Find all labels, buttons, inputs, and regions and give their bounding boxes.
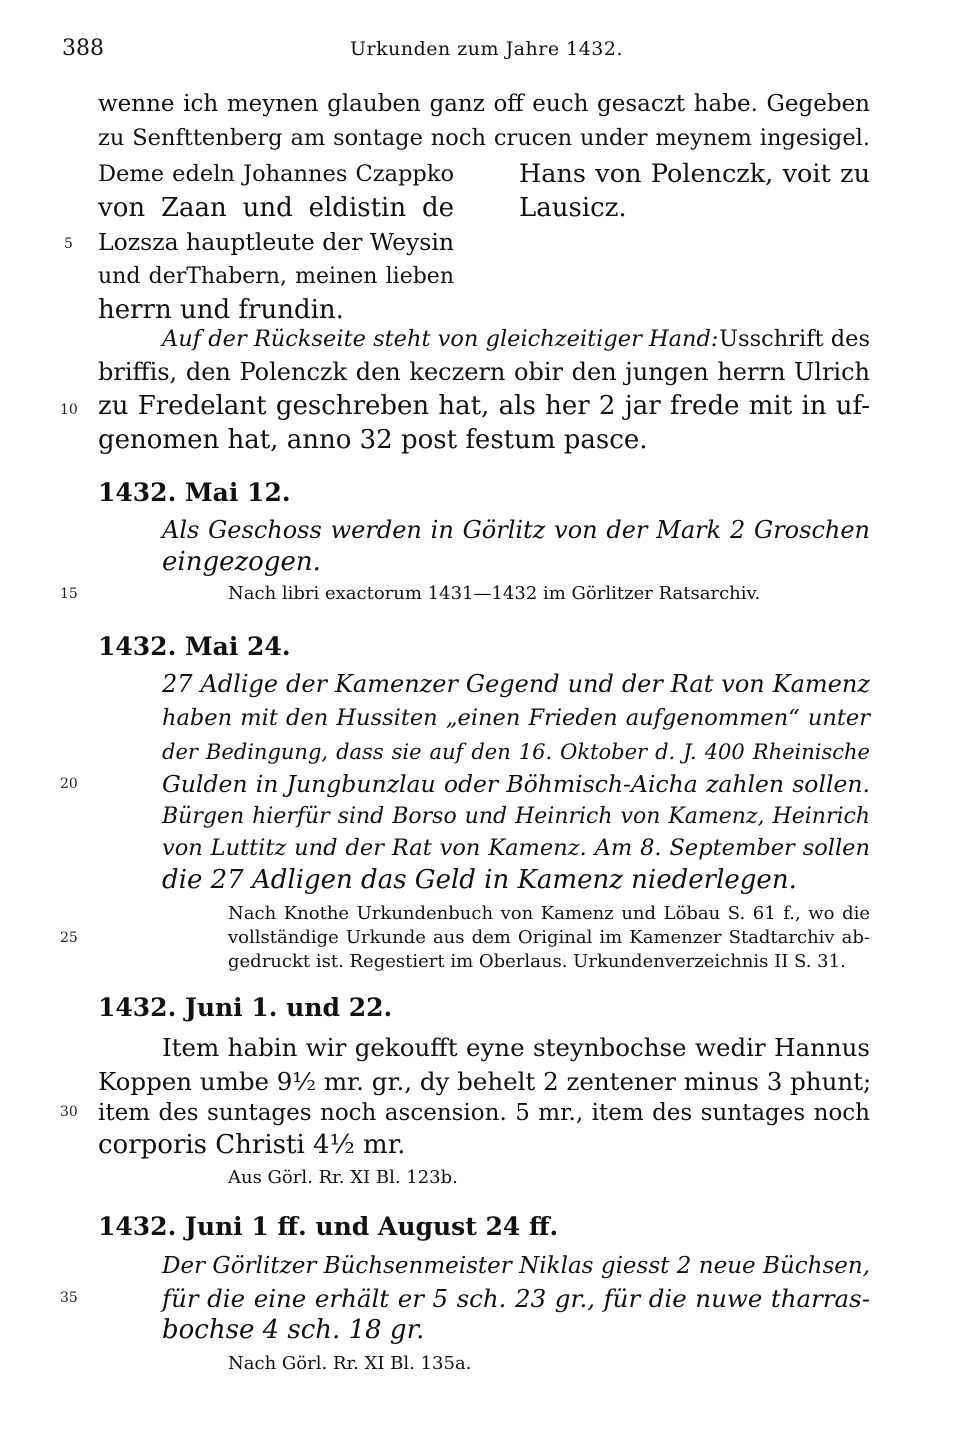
entry-source-line: gedruckt ist. Regestiert im Oberlaus. Urkundenverzeichnis II S. 31.	[228, 951, 846, 972]
text-line: corporis Christi 4½ mr.	[98, 1130, 406, 1160]
line-number: 20	[60, 776, 78, 792]
line-number: 10	[60, 402, 78, 418]
verso-note-lead: Auf der Rückseite steht von gleichzeitiger Hand:	[162, 326, 719, 352]
address-left-line: Lozsza hauptleute der Weysin	[98, 228, 454, 256]
line-number: 35	[60, 1290, 78, 1306]
entry-summary-line: von Luttitz und der Rat von Kamenz. Am 8. September sollen	[162, 835, 870, 861]
entry-summary-line: haben mit den Hussiten „einen Frieden aufgenommen“ unter	[162, 705, 870, 731]
line-number: 25	[60, 930, 78, 946]
address-right-line: Hans von Polenczk, voit zu	[519, 159, 870, 189]
verso-note-rest: Usschrift des	[719, 326, 870, 352]
text-line: item des suntages noch ascension. 5 mr., item des suntages noch	[98, 1100, 870, 1126]
address-left-line: Deme edeln Johannes Czappko	[98, 161, 454, 187]
entry-source: Aus Görl. Rr. XI Bl. 123b.	[228, 1167, 458, 1188]
verso-note-first-line	[162, 323, 870, 356]
text-line: Koppen umbe 9½ mr. gr., dy behelt 2 zentener minus 3 phunt;	[98, 1067, 872, 1096]
line-number: 5	[64, 236, 73, 252]
running-title: Urkunden zum Jahre 1432.	[350, 38, 624, 60]
page-number: 388	[62, 36, 104, 61]
text-line: Item habin wir gekoufft eyne steynbochse wedir Hannus	[162, 1033, 870, 1062]
entry-source-line: vollständige Urkunde aus dem Original im Kamenzer Stadtarchiv ab-	[228, 927, 870, 948]
entry-summary-line: bochse 4 sch. 18 gr.	[162, 1315, 425, 1345]
entry-source: Nach Görl. Rr. XI Bl. 135a.	[228, 1353, 472, 1374]
entry-heading: 1432. Mai 24.	[98, 632, 291, 661]
text-line: briffis, den Polenczk den keczern obir den jungen herrn Ulrich	[98, 358, 870, 386]
entry-source: Nach libri exactorum 1431—1432 im Görlitzer Ratsarchiv.	[228, 583, 761, 604]
text-line: genomen hat, anno 32 post festum pasce.	[98, 425, 648, 455]
entry-summary-line: Gulden in Jungbunzlau oder Böhmisch-Aicha zahlen sollen.	[162, 770, 870, 798]
entry-summary-line: 27 Adlige der Kamenzer Gegend und der Rat von Kamenz	[162, 670, 870, 698]
address-left-line: von Zaan und eldistin de	[98, 193, 454, 223]
entry-heading: 1432. Juni 1 ff. und August 24 ff.	[98, 1212, 559, 1241]
entry-summary-line: der Bedingung, dass sie auf den 16. Oktober d. J. 400 Rheinische	[162, 740, 870, 764]
entry-summary-line: für die eine erhält er 5 sch. 23 gr., für die nuwe tharras-	[162, 1284, 870, 1313]
entry-source-line: Nach Knothe Urkundenbuch von Kamenz und Löbau S. 61 f., wo die	[228, 903, 870, 924]
entry-summary-line: eingezogen.	[162, 547, 321, 577]
address-left-line: und derThabern, meinen lieben	[98, 264, 454, 289]
line-number: 15	[60, 586, 78, 602]
entry-summary-line: Bürgen hierfür sind Borso und Heinrich von Kamenz, Heinrich	[162, 804, 870, 829]
text-line: wenne ich meynen glauben ganz off euch gesaczt habe. Gegeben	[98, 91, 870, 117]
address-right-line: Lausicz.	[519, 193, 627, 223]
entry-summary-line: Als Geschoss werden in Görlitz von der Mark 2 Groschen	[162, 516, 870, 544]
line-number: 30	[60, 1104, 78, 1120]
entry-heading: 1432. Juni 1. und 22.	[98, 993, 393, 1022]
text-line: zu Fredelant geschreben hat, als her 2 jar frede mit in uf-	[98, 391, 870, 421]
text-line: zu Senfttenberg am sontage noch crucen under meynem ingesigel.	[98, 125, 870, 151]
entry-summary-line: Der Görlitzer Büchsenmeister Niklas giesst 2 neue Büchsen,	[162, 1253, 870, 1279]
entry-heading: 1432. Mai 12.	[98, 478, 291, 507]
entry-summary-line: die 27 Adligen das Geld in Kamenz niederlegen.	[162, 865, 797, 895]
address-left-line: herrn und frundin.	[98, 295, 344, 325]
